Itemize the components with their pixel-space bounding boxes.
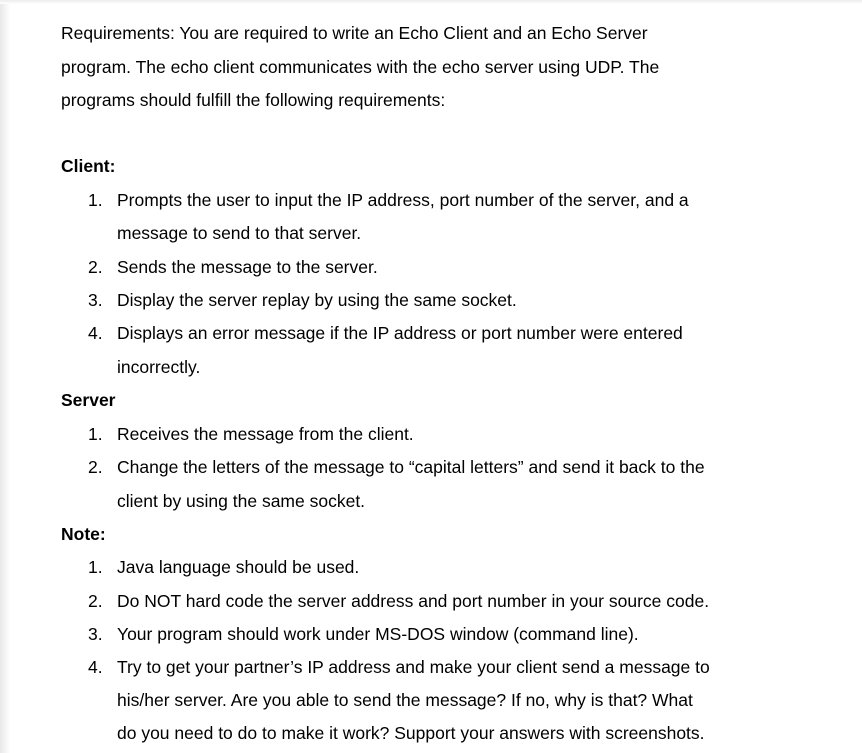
- list-number: 2.: [88, 591, 103, 611]
- list-number: 3.: [88, 624, 103, 644]
- server-heading: Server: [61, 390, 116, 410]
- list-item-text: Try to get your partner’s IP address and make your client send a message to: [117, 657, 710, 677]
- page-top-shadow: [0, 0, 862, 4]
- list-item-text: Java language should be used.: [117, 557, 360, 577]
- list-item-text: Prompts the user to input the IP address, port number of the server, and a: [117, 190, 689, 210]
- list-number: 3.: [88, 290, 103, 310]
- list-item-text: his/her server. Are you able to send the message? If no, why is that? What: [117, 690, 693, 710]
- list-item-text: incorrectly.: [117, 357, 201, 377]
- list-number: 4.: [88, 657, 103, 677]
- list-number: 4.: [88, 323, 103, 343]
- list-item-text: Displays an error message if the IP address or port number were entered: [117, 323, 683, 343]
- list-item-text: message to send to that server.: [117, 223, 362, 243]
- list-item-text: Receives the message from the client.: [117, 424, 414, 444]
- client-heading: Client:: [61, 156, 116, 176]
- list-item-text: Sends the message to the server.: [117, 257, 378, 277]
- list-item-text: Change the letters of the message to “capital letters” and send it back to the: [117, 457, 705, 477]
- list-item-text: Your program should work under MS-DOS window (command line).: [117, 624, 639, 644]
- list-item-text: client by using the same socket.: [117, 491, 366, 511]
- list-number: 2.: [88, 457, 103, 477]
- intro-line: Requirements: You are required to write an Echo Client and an Echo Server: [61, 23, 648, 43]
- list-number: 1.: [88, 190, 103, 210]
- list-item-text: Do NOT hard code the server address and port number in your source code.: [117, 591, 710, 611]
- list-item-text: do you need to do to make it work? Support your answers with screenshots.: [117, 723, 705, 743]
- intro-line: program. The echo client communicates with the echo server using UDP. The: [61, 57, 660, 77]
- note-heading: Note:: [61, 524, 106, 544]
- page-edge-shadow: [0, 0, 10, 753]
- list-number: 2.: [88, 257, 103, 277]
- list-item-text: Display the server replay by using the same socket.: [117, 290, 517, 310]
- intro-line: programs should fulfill the following requirements:: [61, 90, 446, 110]
- list-number: 1.: [88, 424, 103, 444]
- list-number: 1.: [88, 557, 103, 577]
